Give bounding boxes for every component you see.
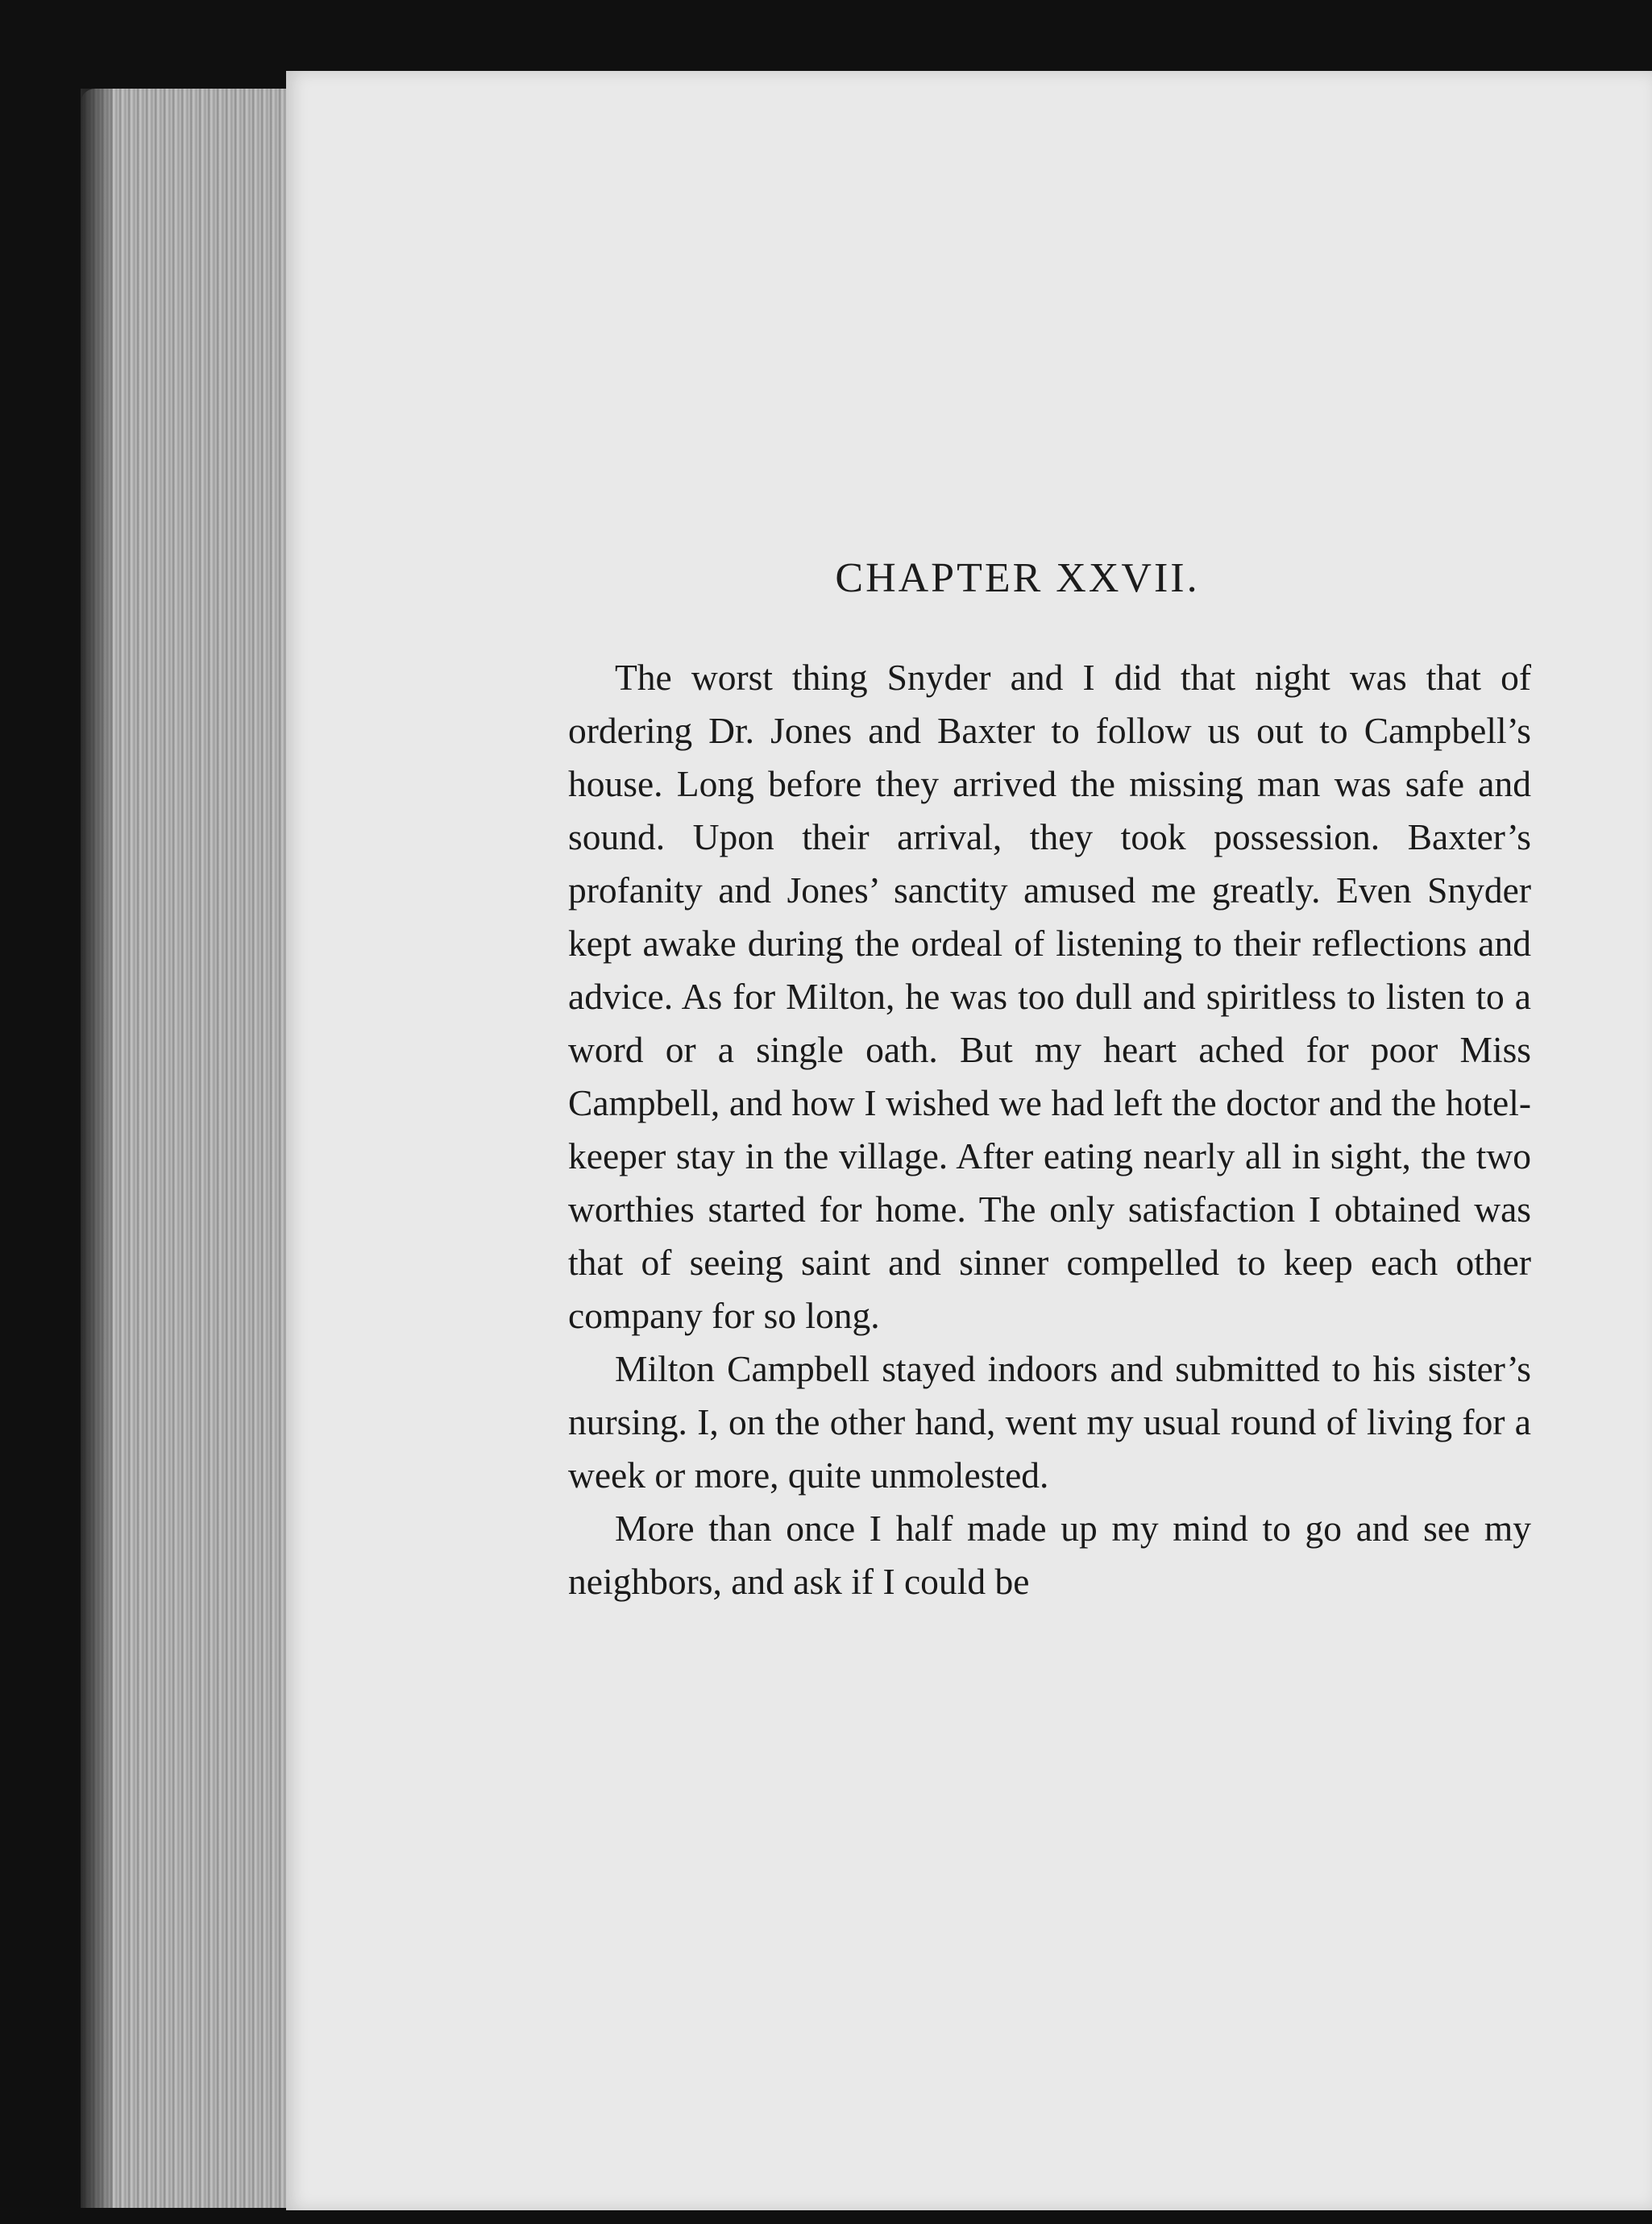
paragraph-2: Milton Campbell stayed indoors and submitted to his sister’s nursing. I, on the other hand, went my usual round of living for a week or more, quite unmolested. bbox=[568, 1348, 1531, 1496]
paragraph-1: The worst thing Snyder and I did that night was that of ordering Dr. Jones and Baxter to follow us out to Campbell’s house. Long before they arrived the missing man was safe and sound. Upon their arrival, they took possession. Baxter’s profanity and Jones’ sanctity amused me greatly. Even Snyder kept awake during the ordeal of listening to their reflections and advice. As for Milton, he was too dull and spiritless to listen to a word or a single oath. But my heart ached for poor Miss Campbell, and how I wished we had left the doctor and the hotel-keeper stay in the village. After eating nearly all in sight, the two worthies started for home. The only satisfaction I obtained was that of seeing saint and sinner compelled to keep each other company for so long. bbox=[568, 657, 1531, 1336]
book-page bbox=[286, 71, 1652, 2210]
body-text bbox=[568, 651, 1531, 1608]
chapter-title: CHAPTER XXVII. bbox=[835, 555, 1200, 601]
paragraph-3: More than once I half made up my mind to go and see my neighbors, and ask if I could be bbox=[568, 1508, 1531, 1602]
page-edges bbox=[81, 89, 292, 2208]
